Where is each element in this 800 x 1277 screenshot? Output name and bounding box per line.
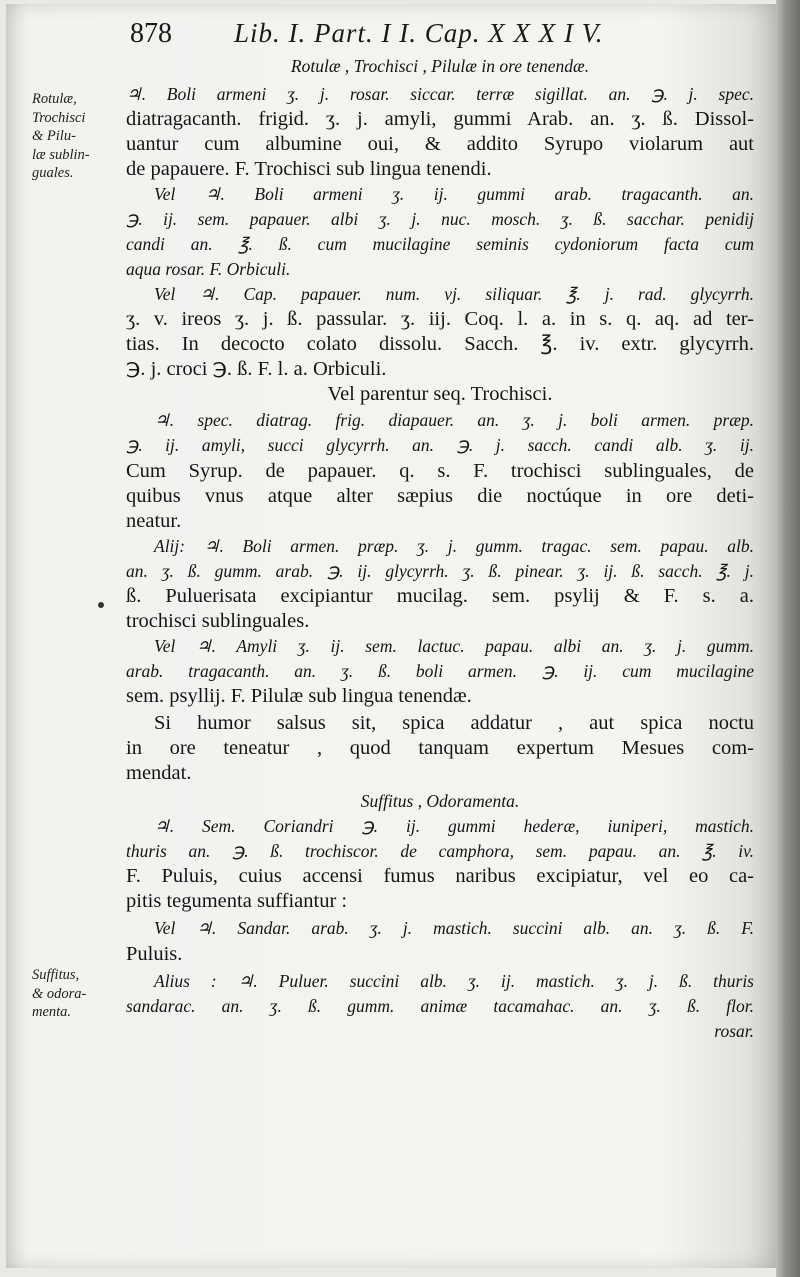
text-line: Vel parentur seq. Trochisci.	[327, 383, 553, 405]
text-line: Suffitus , Odoramenta.	[360, 791, 520, 811]
text-line: quibus vnus atque alter sæpius die noctúque in ore deti-	[126, 485, 754, 507]
text-line: uantur cum albumine oui, & addito Syrupo violarum aut	[126, 133, 754, 155]
ink-spot	[98, 602, 104, 608]
text-line: candi an. ℥. ß. cum mucilagine seminis cydoniorum facta cum	[126, 234, 754, 254]
text-line: de papauere. F. Trochisci sub lingua tenendi.	[126, 158, 492, 180]
text-line: trochisci sublinguales.	[126, 610, 310, 632]
text-line: ʒ. v. ireos ʒ. j. ß. passular. ʒ. iij. Coq. l. a. in s. q. aq. ad ter-	[126, 308, 754, 330]
text-line: Vel ♃. Boli armeni ʒ. ij. gummi arab. tragacanth. an.	[154, 184, 754, 204]
text-line: Vel ♃. Sandar. arab. ʒ. j. mastich. succini alb. an. ʒ. ß. F.	[154, 918, 754, 938]
text-line: Vel ♃. Amyli ʒ. ij. sem. lactuc. papau. albi an. ʒ. j. gumm.	[154, 636, 754, 656]
text-line: aqua rosar. F. Orbiculi.	[126, 259, 291, 279]
marginal-note-line: & Pilu-	[32, 128, 76, 144]
text-line: arab. tragacanth. an. ʒ. ß. boli armen. ℈. ij. cum mucilagine	[126, 661, 754, 681]
text-line: Vel ♃. Cap. papauer. num. vj. siliquar. ℥. j. rad. glycyrrh.	[154, 284, 754, 304]
text-line: Puluis.	[126, 943, 183, 965]
text-line: Alius : ♃. Puluer. succini alb. ʒ. ij. mastich. ʒ. j. ß. thuris	[154, 971, 754, 991]
marginal-note-line: læ sublin-	[32, 146, 90, 163]
marginal-note-line: & odora-	[32, 985, 87, 1002]
text-line: ♃. Sem. Coriandri ℈. ij. gummi hederæ, iuniperi, mastich.	[154, 816, 754, 836]
text-line: pitis tegumenta suffiantur :	[126, 890, 348, 912]
text-line: Si humor salsus sit, spica addatur , aut spica noctu	[154, 712, 754, 734]
book-spine-shadow	[776, 0, 800, 1277]
page-header	[126, 18, 766, 52]
text-line: rosar.	[714, 1021, 754, 1041]
book-page	[6, 4, 776, 1268]
text-line: Rotulæ , Trochisci , Pilulæ in ore tenendæ.	[290, 56, 590, 76]
page-number: 878	[130, 18, 172, 49]
text-line: neatur.	[126, 510, 182, 532]
text-line: sandarac. an. ʒ. ß. gumm. animæ tacamahac. an. ʒ. ß. flor.	[126, 996, 754, 1016]
text-line: ♃. spec. diatrag. frig. diapauer. an. ʒ. j. boli armen. præp.	[154, 410, 754, 430]
text-line: Cum Syrup. de papauer. q. s. F. trochisci sublinguales, de	[126, 460, 754, 482]
marginal-note-suffitus	[32, 966, 124, 1022]
marginal-note-line: menta.	[32, 1004, 72, 1020]
marginal-note-line: Suffitus,	[32, 967, 80, 983]
marginal-note-line: guales.	[32, 165, 74, 181]
text-line: in ore teneatur , quod tanquam expertum Mesues com-	[126, 737, 754, 759]
text-line: thuris an. ℈. ß. trochiscor. de camphora, sem. papau. an. ℥. iv.	[126, 841, 754, 861]
text-line: tias. In decocto colato dissolu. Sacch. ℥. iv. extr. glycyrrh.	[126, 333, 754, 355]
running-head: Lib. I. Part. I I. Cap. X X X I V.	[234, 18, 604, 48]
text-line: ℈. ij. sem. papauer. albi ʒ. j. nuc. mosch. ʒ. ß. sacchar. penidij	[126, 209, 754, 229]
marginal-note-line: Rotulæ,	[32, 91, 77, 107]
text-line: sem. psyllij. F. Pilulæ sub lingua tenendæ.	[126, 685, 472, 707]
text-line: ♃. Boli armeni ʒ. j. rosar. siccar. terræ sigillat. an. ℈. j. spec.	[126, 84, 754, 104]
marginal-note-rotulae	[32, 90, 124, 183]
text-line: an. ʒ. ß. gumm. arab. ℈. ij. glycyrrh. ʒ. ß. pinear. ʒ. ij. ß. sacch. ℥. j.	[126, 561, 754, 581]
text-line: diatragacanth. frigid. ʒ. j. amyli, gummi Arab. an. ʒ. ß. Dissol-	[126, 108, 754, 130]
text-line: mendat.	[126, 762, 192, 784]
marginal-note-line: Trochisci	[32, 109, 86, 126]
text-line: ℈. ij. amyli, succi glycyrrh. an. ℈. j. sacch. candi alb. ʒ. ij.	[126, 435, 754, 455]
text-line: ℈. j. croci ℈. ß. F. l. a. Orbiculi.	[126, 358, 387, 380]
text-line: F. Puluis, cuius accensi fumus naribus excipiatur, vel eo ca-	[126, 865, 754, 887]
text-line: ß. Puluerisata excipiantur mucilag. sem. psylij & F. s. a.	[126, 585, 754, 607]
text-line: Alij: ♃. Boli armen. præp. ʒ. j. gumm. tragac. sem. papau. alb.	[154, 536, 754, 556]
